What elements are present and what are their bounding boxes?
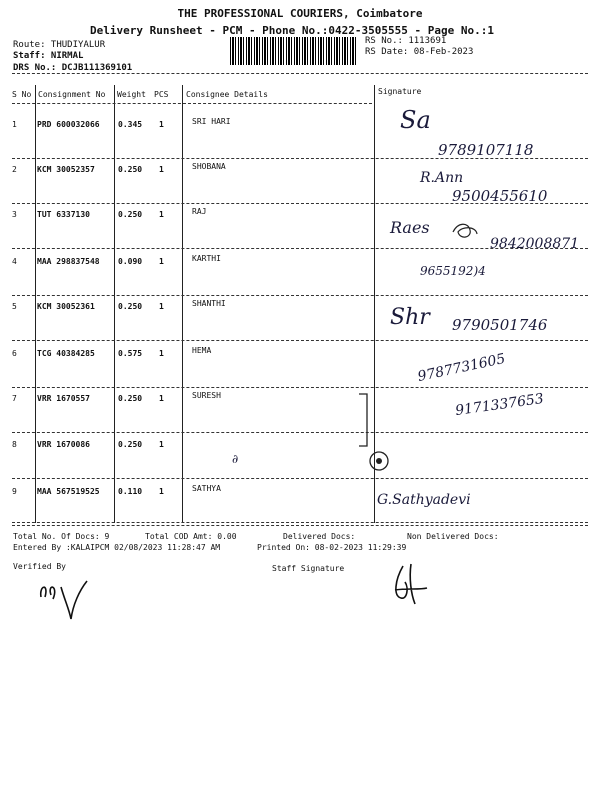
row-handwritten-phone: 9787731605	[416, 350, 507, 386]
pen-mark: ∂	[232, 452, 239, 466]
row-consignment-no: TCG 40384285	[37, 349, 95, 358]
row-weight: 0.250	[118, 165, 143, 174]
row-sno: 2	[12, 165, 17, 174]
row-handwritten-signature: R.Ann	[420, 170, 464, 186]
row-pcs: 1	[159, 302, 164, 311]
row-consignee-name: SATHYA	[192, 484, 221, 493]
header-top-rule	[12, 73, 588, 74]
row-weight: 0.250	[118, 440, 143, 449]
row-handwritten-signature: Raes	[390, 218, 430, 237]
row-sno: 7	[12, 394, 17, 403]
row-handwritten-signature: Sa	[400, 106, 431, 134]
row-weight: 0.250	[118, 210, 143, 219]
row-separator	[12, 432, 588, 433]
drs-label: DRS No.: DCJB111369101	[13, 63, 133, 73]
total-cod: Total COD Amt: 0.00	[145, 532, 237, 541]
row-weight: 0.250	[118, 394, 143, 403]
row-pcs: 1	[159, 487, 164, 496]
non-delivered-docs: Non Delivered Docs:	[407, 532, 499, 541]
row-separator	[12, 295, 588, 296]
column-divider	[182, 85, 183, 523]
row-separator	[12, 158, 588, 159]
column-header-consignee: Consignee Details	[186, 90, 268, 99]
row-handwritten-signature: Shr	[390, 305, 430, 330]
row-separator	[12, 340, 588, 341]
row-pcs: 1	[159, 440, 164, 449]
row-consignment-no: MAA 567519525	[37, 487, 100, 496]
row-separator	[12, 387, 588, 388]
total-docs: Total No. Of Docs: 9	[13, 532, 110, 541]
row-consignee-name: KARTHI	[192, 254, 221, 263]
barcode-image	[230, 37, 358, 65]
row-consignment-no: KCM 30052361	[37, 302, 95, 311]
column-divider	[35, 85, 36, 523]
row-pcs: 1	[159, 210, 164, 219]
row-weight: 0.345	[118, 120, 143, 129]
row-sno: 1	[12, 120, 17, 129]
rs-number: RS No.: 1113691	[365, 36, 447, 46]
row-sno: 5	[12, 302, 17, 311]
row-sno: 9	[12, 487, 17, 496]
row-consignee-name: SURESH	[192, 391, 221, 400]
route-label: Route: THUDIYALUR	[13, 40, 106, 50]
column-header-pcs: PCS	[154, 90, 169, 99]
row-consignment-no: MAA 298837548	[37, 257, 100, 266]
row-pcs: 1	[159, 257, 164, 266]
column-header-sno: S No	[12, 90, 32, 99]
row-weight: 0.575	[118, 349, 143, 358]
row-separator	[12, 478, 588, 479]
row-consignee-name: SHANTHI	[192, 299, 226, 308]
delivered-docs: Delivered Docs:	[283, 532, 356, 541]
row-handwritten-phone: 9655192)4	[420, 264, 486, 278]
row-separator	[12, 203, 588, 204]
staff-signature-label: Staff Signature	[272, 564, 345, 573]
runsheet-subtitle: Delivery Runsheet - PCM - Phone No.:0422-3505555 - Page No.:1	[90, 24, 494, 37]
row-consignment-no: TUT 6337130	[37, 210, 90, 219]
row-handwritten-phone: 9171337653	[454, 390, 545, 420]
rs-date: RS Date: 08-Feb-2023	[365, 47, 474, 57]
row-separator	[12, 525, 588, 526]
column-divider	[114, 85, 115, 523]
row-handwritten-phone: 9789107118	[438, 141, 534, 159]
staff-label: Staff: NIRMAL	[13, 51, 84, 61]
printed-on: Printed On: 08-02-2023 11:29:39	[257, 543, 407, 552]
row-consignment-no: VRR 1670086	[37, 440, 90, 449]
row-consignee-name: SRI HARI	[192, 117, 231, 126]
row-separator	[12, 248, 588, 249]
row-handwritten-signature: G.Sathyadevi	[377, 492, 471, 508]
footer-top-rule	[12, 522, 588, 523]
row-weight: 0.090	[118, 257, 143, 266]
row-pcs: 1	[159, 394, 164, 403]
column-header-consignment: Consignment No	[38, 90, 106, 99]
row-consignment-no: KCM 30052357	[37, 165, 95, 174]
row-pcs: 1	[159, 349, 164, 358]
row-consignment-no: VRR 1670557	[37, 394, 90, 403]
row-pcs: 1	[159, 165, 164, 174]
row-sno: 4	[12, 257, 17, 266]
row-handwritten-phone: 9500455610	[452, 187, 548, 205]
verifier-signature	[35, 575, 95, 625]
row-handwritten-phone: 9842008871	[490, 236, 580, 252]
row-consignment-no: PRD 600032066	[37, 120, 100, 129]
column-header-weight: Weight	[117, 90, 146, 99]
column-header-signature: Signature	[378, 87, 422, 96]
row-weight: 0.250	[118, 302, 143, 311]
row-sno: 8	[12, 440, 17, 449]
column-header-rule	[12, 103, 372, 104]
row-pcs: 1	[159, 120, 164, 129]
row-consignee-name: SHOBANA	[192, 162, 226, 171]
row-consignee-name: RAJ	[192, 207, 207, 216]
bracket-mark	[355, 390, 375, 450]
verified-by-label: Verified By	[13, 562, 66, 571]
stamp-mark	[368, 450, 390, 472]
row-sno: 6	[12, 349, 17, 358]
row-handwritten-phone: 9790501746	[452, 316, 548, 334]
entered-by: Entered By :KALAIPCM 02/08/2023 11:28:47 AM	[13, 543, 221, 552]
row-sno: 3	[12, 210, 17, 219]
scribble-mark	[450, 220, 480, 242]
company-title: THE PROFESSIONAL COURIERS, Coimbatore	[177, 7, 423, 20]
row-weight: 0.110	[118, 487, 143, 496]
row-consignee-name: HEMA	[192, 346, 212, 355]
staff-signature	[385, 560, 435, 610]
